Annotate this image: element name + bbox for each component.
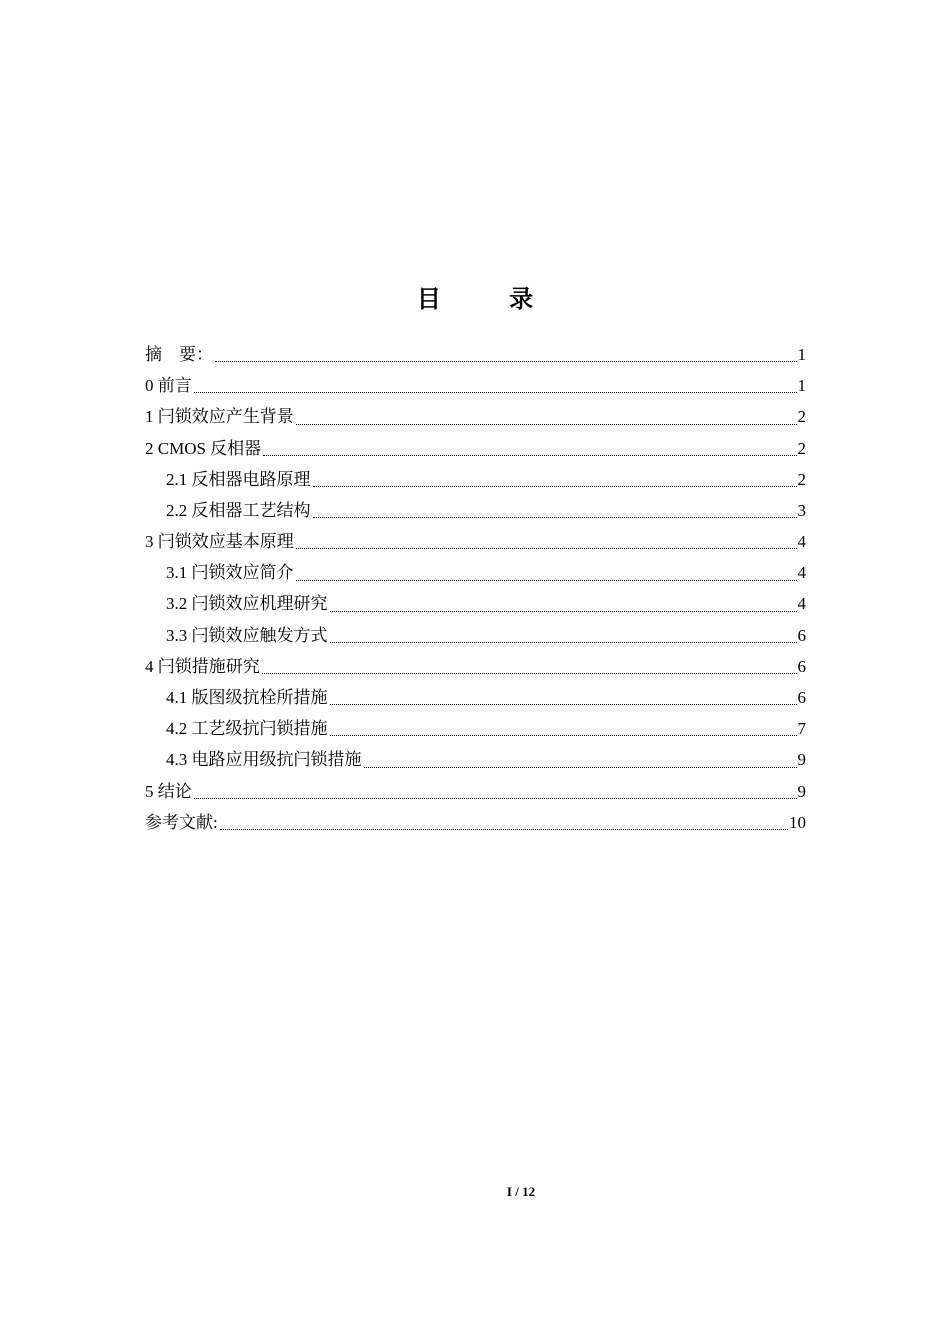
toc-entry-section-2-2[interactable]	[145, 495, 806, 526]
toc-entry-preface[interactable]	[145, 370, 806, 401]
toc-entry-section-1[interactable]	[145, 401, 806, 432]
toc-entry-label: 2.1 反相器电路原理	[166, 469, 311, 489]
toc-entry-page: 1	[797, 376, 806, 396]
toc-entry-page: 7	[797, 719, 806, 739]
toc-entry-abstract[interactable]	[145, 339, 806, 370]
toc-entry-page: 9	[797, 781, 806, 801]
toc-dot-leader	[330, 611, 797, 612]
toc-entry-section-3-3[interactable]	[145, 620, 806, 651]
toc-entry-page: 9	[797, 750, 806, 770]
toc-dot-leader	[330, 704, 797, 705]
toc-entry-page: 4	[797, 532, 806, 552]
toc-entry-section-4[interactable]	[145, 651, 806, 682]
toc-entry-section-4-1[interactable]	[145, 682, 806, 713]
toc-entry-label: 3.2 闩锁效应机理研究	[166, 594, 328, 614]
toc-entry-section-4-3[interactable]	[145, 744, 806, 775]
toc-dot-leader	[262, 673, 797, 674]
toc-dot-leader	[220, 829, 788, 830]
toc-dot-leader	[296, 424, 797, 425]
toc-entry-section-3[interactable]	[145, 526, 806, 557]
toc-entry-section-2-1[interactable]	[145, 464, 806, 495]
toc-entry-label: 3.1 闩锁效应简介	[166, 563, 294, 583]
toc-entry-page: 2	[797, 469, 806, 489]
toc-dot-leader	[364, 767, 797, 768]
toc-dot-leader	[313, 486, 797, 487]
toc-entry-label: 0 前言	[145, 376, 192, 396]
toc-entry-page: 10	[789, 812, 806, 832]
toc-entry-page: 2	[797, 407, 806, 427]
toc-entry-label: 3 闩锁效应基本原理	[145, 532, 294, 552]
toc-dot-leader	[296, 580, 797, 581]
toc-entry-page: 1	[797, 344, 806, 364]
toc-entry-section-2[interactable]	[145, 433, 806, 464]
toc-entry-page: 4	[797, 563, 806, 583]
toc-entry-label: 3.3 闩锁效应触发方式	[166, 625, 328, 645]
toc-entry-label: 4.1 版图级抗栓所措施	[166, 688, 328, 708]
toc-dot-leader	[263, 455, 796, 456]
toc-entry-label: 5 结论	[145, 781, 192, 801]
toc-entry-references[interactable]	[145, 807, 806, 838]
toc-entry-section-5[interactable]	[145, 776, 806, 807]
toc-entry-label: 4.2 工艺级抗闩锁措施	[166, 719, 328, 739]
toc-dot-leader	[296, 548, 797, 549]
toc-dot-leader	[313, 517, 797, 518]
toc-entry-label: 4 闩锁措施研究	[145, 656, 260, 676]
toc-entry-section-4-2[interactable]	[145, 713, 806, 744]
toc-entry-page: 2	[797, 438, 806, 458]
toc-entry-label: 2 CMOS 反相器	[145, 438, 262, 458]
toc-title: 目 录	[416, 285, 564, 313]
toc-entry-label: 4.3 电路应用级抗闩锁措施	[166, 750, 362, 770]
toc-entry-section-3-1[interactable]	[145, 557, 806, 588]
toc-entry-page: 6	[797, 625, 806, 645]
toc-dot-leader	[330, 642, 797, 643]
page-number-footer: I / 12	[506, 1184, 536, 1199]
toc-entry-label: 2.2 反相器工艺结构	[166, 500, 311, 520]
toc-entry-label: 摘 要：	[145, 344, 213, 364]
toc-entry-label: 1 闩锁效应产生背景	[145, 407, 294, 427]
toc-dot-leader	[194, 798, 797, 799]
toc-entry-page: 6	[797, 688, 806, 708]
toc-entry-page: 6	[797, 656, 806, 676]
toc-entry-label: 参考文献:	[145, 812, 218, 832]
toc-dot-leader	[330, 735, 797, 736]
toc-dot-leader	[194, 392, 797, 393]
toc-dot-leader	[215, 361, 797, 362]
toc-entry-page: 3	[797, 500, 806, 520]
table-of-contents	[145, 339, 806, 838]
toc-entry-page: 4	[797, 594, 806, 614]
toc-entry-section-3-2[interactable]	[145, 589, 806, 620]
